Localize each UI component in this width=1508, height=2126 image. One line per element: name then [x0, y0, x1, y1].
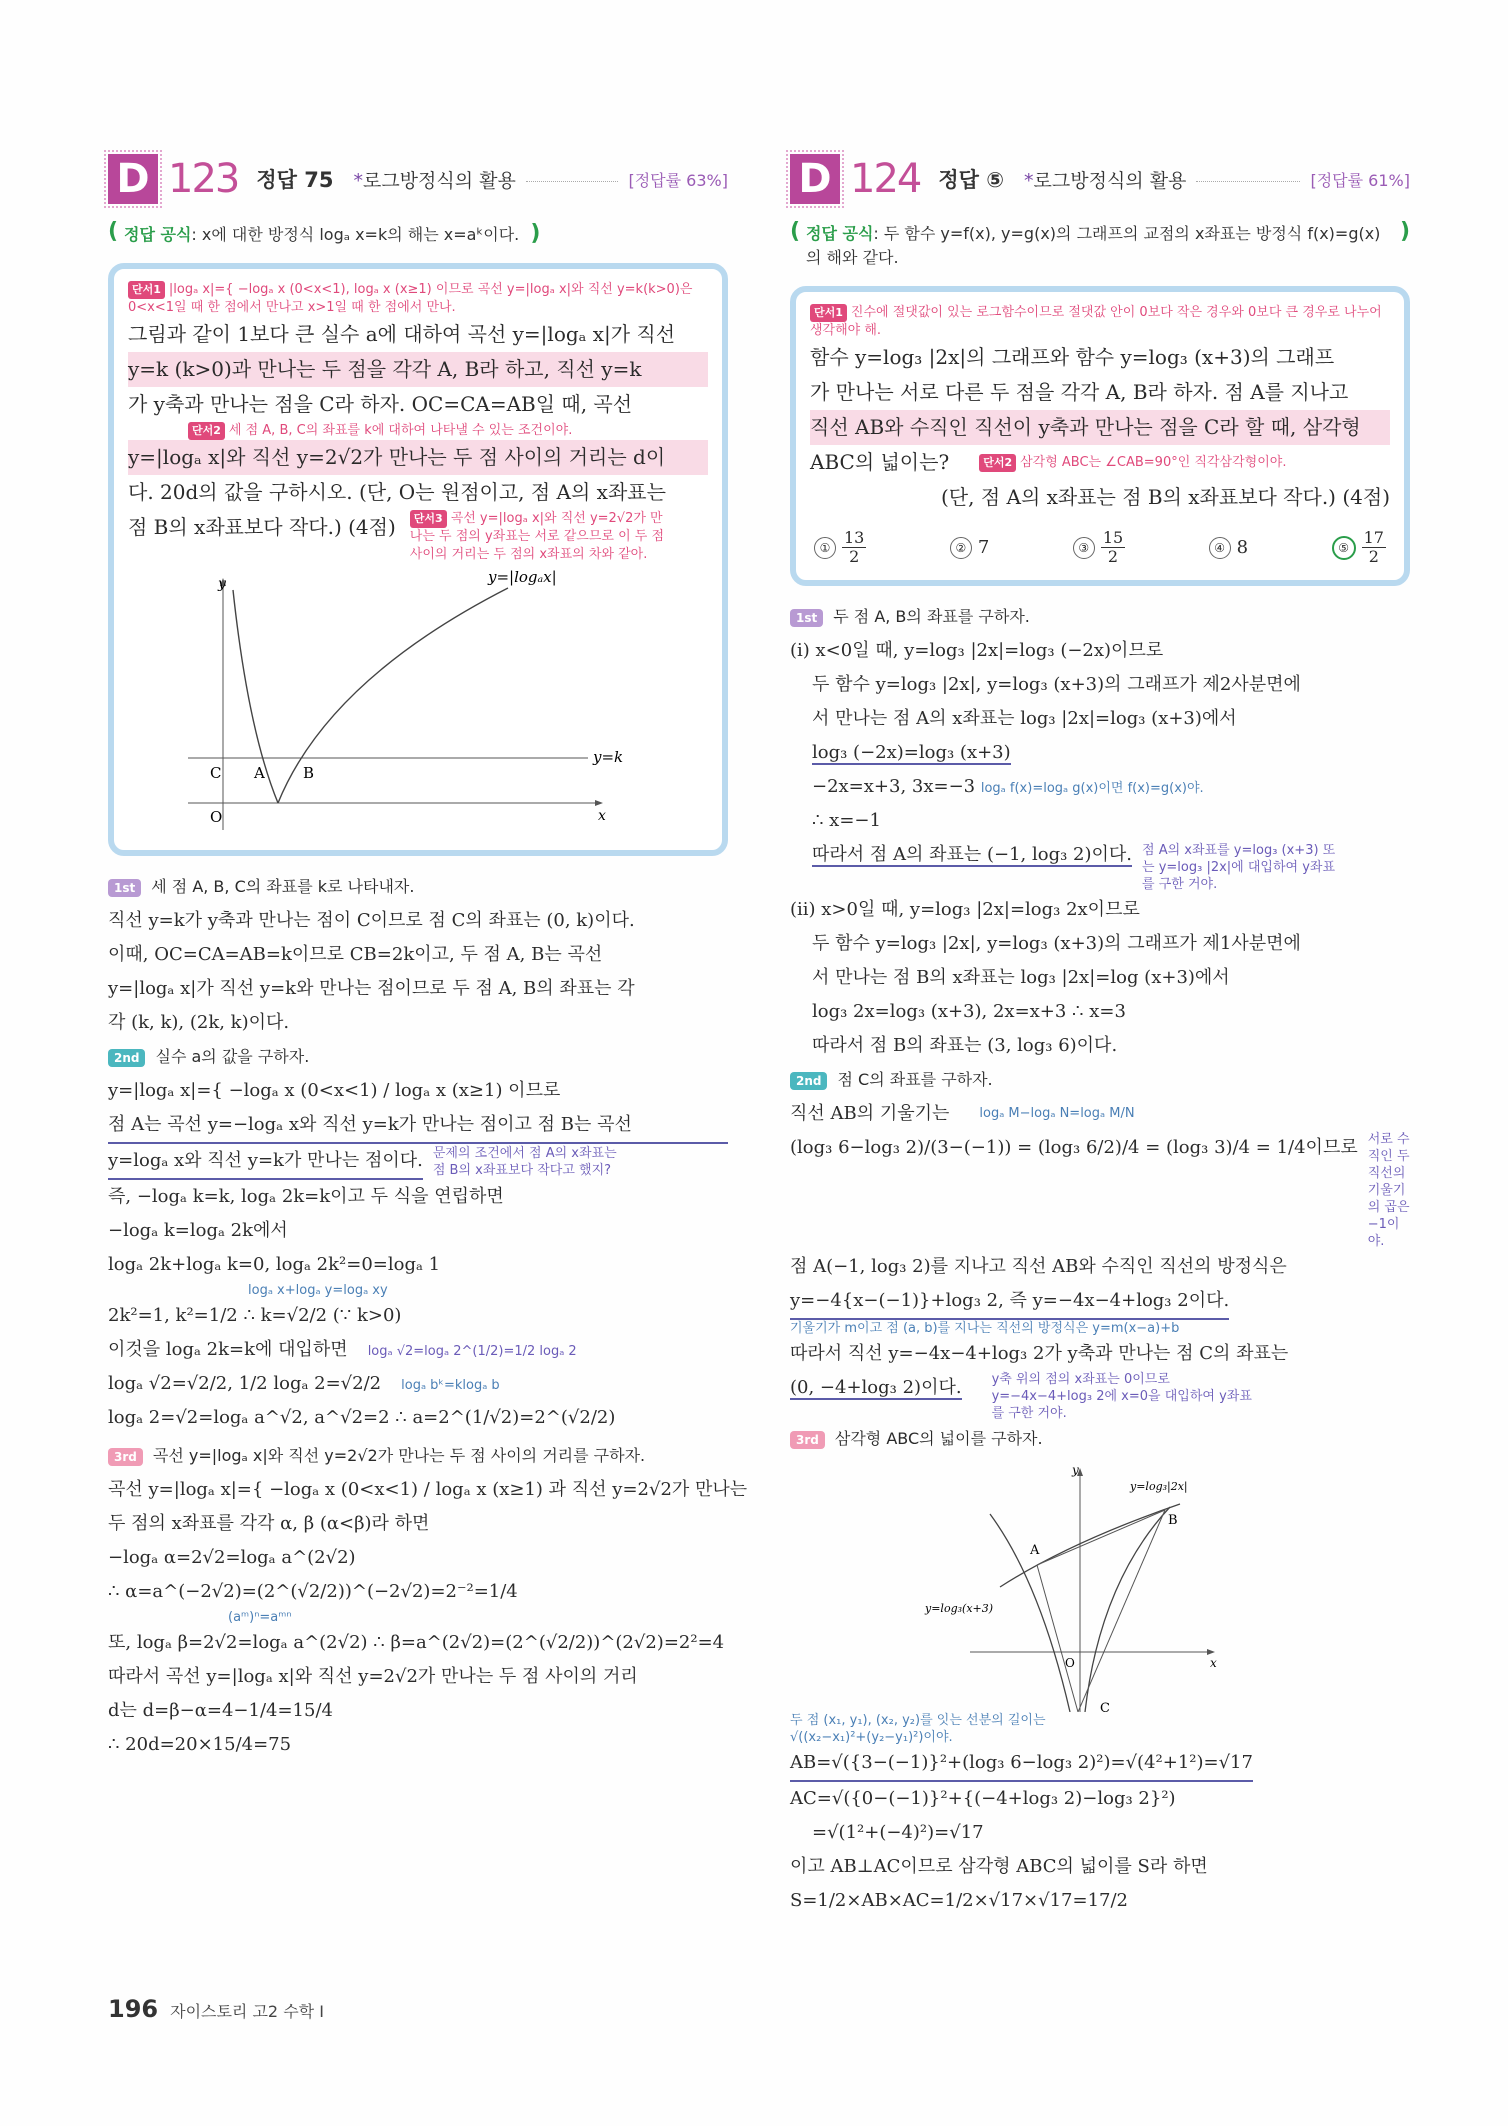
- step-tag: 1st: [108, 879, 141, 897]
- note: y축 위의 점의 x좌표는 0이므로 y=−4x−4+log₃ 2에 x=0을 대입하여 y좌표를 구한 거야.: [991, 1372, 1252, 1421]
- svg-text:y=log₃(x+3): y=log₃(x+3): [925, 1602, 994, 1615]
- answer-label: 정답 75: [256, 168, 334, 192]
- solution-step-2: 2nd 점 C의 좌표를 구하자. 직선 AB의 기울기는 logₐ M−logₐ N=logₐ M/N (log₃ 6−log₃ 2)/(3−(−1)) = (log₃ 6/2)/4 = (log₃ 3)/4 = 1/4이므로 서로 수직인 두 직선의 기울기의 곱은 −1이야. 점 A(−1, log₃ 2)를 지나고 직선 AB와 수직인 직선의 방정식은 y=−4{x−(−1)}+log₃ 2, 즉 y=−4x−4+log₃ 2이다. 기울기가 m이고 점 (a, b)를 지나는 직선의 방정식은 y=m(x−a)+b 따라서 직선 y=−4x−4+log₃ 2가 y축과 만나는 점 C의 좌표는 (0, −4+log₃ 2)이다. y축 위의 점의 x좌표는 0이므로 y=−4x−4+log₃ 2에 x=0을 대입하여 y좌표를 구한 거야.: [790, 1070, 1410, 1421]
- problem-d124: [790, 150, 1410, 1918]
- question-line: (단, 점 A의 x좌표는 점 B의 x좌표보다 작다.) (4점): [940, 485, 1390, 509]
- star-icon: *: [353, 169, 363, 192]
- solution-step-3: 3rd 삼각형 ABC의 넓이를 구하자. y x O A B C y=log₃|2x| y=log₃(x+3) 두 점 (x₁, y₁), (x₂, y₂)를 잇는 선분의 길이는 √((x₂−x₁)²+(y₂−y₁)²)이야. AB=√({3−(−1)}²+(log₃ 6−log₃ 2)²)=√(4²+1²)=√17 AC=√({0−(−1)}²+{(−4+log₃ 2)−log₃ 2}²) =√(1²+(−4)²)=√17 이고 AB⊥AC이므로 삼각형 ABC의 넓이를 S라 하면 S=1/2×AB×AC=1/2×√17×√17=17/2: [790, 1422, 1410, 1918]
- svg-text:O: O: [210, 808, 223, 826]
- svg-text:C: C: [1100, 1701, 1110, 1712]
- note: 점 A의 x좌표를 y=log₃ (x+3) 또는 y=log₃ |2x|에 대입하여 y좌표를 구한 거야.: [1142, 843, 1336, 892]
- formula-text: : 두 함수 y=f(x), y=g(x)의 그래프의 교점의 x좌표는 방정식 f(x)=g(x)의 해와 같다.: [806, 224, 1381, 267]
- topic-label: *로그방정식의 활용: [1024, 169, 1187, 192]
- solution-step-1: 1st 두 점 A, B의 좌표를 구하자. (i) x<0일 때, y=log₃ |2x|=log₃ (−2x)이므로 두 함수 y=log₃ |2x|, y=log₃ (x+3)의 그래프가 제2사분면에 서 만나는 점 A의 x좌표는 log₃ |2x|=log₃ (x+3)에서 log₃ (−2x)=log₃ (x+3) −2x=x+3, 3x=−3 logₐ f(x)=logₐ g(x)이면 f(x)=g(x)야. ∴ x=−1 따라서 점 A의 좌표는 (−1, log₃ 2)이다. 점 A의 x좌표를 y=log₃ (x+3) 또는 y=log₃ |2x|에 대입하여 y좌표를 구한 거야. (ii) x>0일 때, y=log₃ |2x|=log₃ 2x이므로 두 함수 y=log₃ |2x|, y=log₃ (x+3)의 그래프가 제1사분면에 서 만나는 점 B의 x좌표는 log₃ |2x|=log (x+3)에서 log₃ 2x=log₃ (x+3), 2x=x+3 ∴ x=3 따라서 점 B의 좌표는 (3, log₃ 6)이다.: [790, 600, 1410, 1063]
- problem-header: [108, 150, 728, 208]
- solution-step-1: 1st 세 점 A, B, C의 좌표를 k로 나타내자. 직선 y=k가 y축과 만나는 점이 C이므로 점 C의 좌표는 (0, k)이다. 이때, OC=CA=AB=k이므로 CB=2k이고, 두 점 A, B는 곡선 y=|logₐ x|가 직선 y=k와 만나는 점이므로 두 점 A, B의 좌표는 각 각 (k, k), (2k, k)이다.: [108, 877, 635, 1033]
- question-line: 그림과 같이 1보다 큰 실수 a에 대하여 곡선 y=|logₐ x|가 직선: [128, 322, 676, 346]
- choice-5-selected[interactable]: ⑤ $\frac{17}{2}$: [1332, 529, 1386, 566]
- note: logₐ √2=logₐ 2^(1/2)=1/2 logₐ 2: [367, 1344, 577, 1359]
- svg-text:y=|logₐx|: y=|logₐx|: [488, 570, 557, 586]
- step-tag: 3rd: [790, 1431, 825, 1449]
- question-line: 가 만나는 서로 다른 두 점을 각각 A, B라 하자. 점 A를 지나고: [810, 380, 1349, 404]
- note: logₐ M−logₐ N=logₐ M/N: [979, 1106, 1135, 1121]
- choice-4[interactable]: ④ 8: [1209, 529, 1248, 566]
- svg-text:O: O: [1065, 1656, 1075, 1670]
- note: 두 점 (x₁, y₁), (x₂, y₂)를 잇는 선분의 길이는 √((x₂−x₁)²+(y₂−y₁)²)이야.: [790, 1713, 1046, 1745]
- answer-formula: [108, 219, 728, 247]
- svg-text:A: A: [1030, 1543, 1040, 1558]
- question-box: [108, 263, 728, 856]
- question-box: [790, 286, 1410, 586]
- answer-label: 정답 ⑤: [938, 168, 1005, 192]
- svg-text:y=k: y=k: [593, 748, 624, 766]
- svg-text:B: B: [303, 764, 315, 782]
- note: 서로 수직인 두 직선의 기울기의 곱은 −1이야.: [1367, 1132, 1410, 1249]
- dotted-leader: [1196, 180, 1300, 182]
- log-abs-graph: [128, 570, 708, 840]
- formula-text: : x에 대한 방정식 logₐ x=k의 해는 x=aᵏ이다.: [191, 225, 520, 244]
- topic-label: *로그방정식의 활용: [353, 169, 516, 192]
- answer-formula: [790, 219, 1410, 270]
- hint-tag: 단서1: [128, 281, 165, 299]
- page-footer: [108, 1995, 324, 2023]
- hint-1: 단서1 |logₐ x|={ −logₐ x (0<x<1), logₐ x (x≥1) 이므로 곡선 y=|logₐ x|와 직선 y=k(k>0)은 0<x<1일 때 한 점에서 만나고 x>1일 때 한 점에서 만나.: [128, 282, 693, 315]
- note: 기울기가 m이고 점 (a, b)를 지나는 직선의 방정식은 y=m(x−a)+b: [790, 1321, 1180, 1336]
- question-line: 가 y축과 만나는 점을 C라 하자. OC=CA=AB일 때, 곡선: [128, 392, 633, 416]
- question-line: y=|logₐ x|와 직선 y=2√2가 만나는 두 점 사이의 거리는 d이: [128, 440, 708, 475]
- graph-figure: [128, 570, 718, 840]
- note: 문제의 조건에서 점 A의 x좌표는 점 B의 x좌표보다 작다고 했지?: [432, 1146, 617, 1178]
- svg-text:y: y: [218, 576, 226, 592]
- step-tag: 1st: [790, 609, 823, 627]
- question-text: [128, 317, 708, 564]
- bracket-left-icon: (: [790, 219, 801, 244]
- choice-1[interactable]: ① $\frac{13}{2}$: [814, 529, 866, 566]
- svg-text:x: x: [598, 808, 606, 824]
- section-badge: D: [108, 154, 158, 204]
- section-badge: D: [790, 154, 840, 204]
- svg-text:y=log₃|2x|: y=log₃|2x|: [1130, 1480, 1188, 1493]
- svg-text:A: A: [254, 764, 265, 782]
- page-number: 196: [108, 1995, 159, 2023]
- formula-label: 정답 공식: [124, 225, 192, 244]
- hint-2: 단서2 삼각형 ABC는 ∠CAB=90°인 직각삼각형이야.: [979, 454, 1286, 472]
- formula-label: 정답 공식: [806, 224, 874, 243]
- star-icon: *: [1024, 169, 1034, 192]
- note: logₐ bᵏ=klogₐ b: [401, 1378, 500, 1393]
- svg-text:B: B: [1168, 1513, 1178, 1528]
- question-line: 다. 20d의 값을 구하시오. (단, O는 원점이고, 점 A의 x좌표는: [128, 480, 666, 504]
- hint-tag: 단서1: [810, 304, 847, 322]
- bracket-left-icon: (: [108, 219, 119, 244]
- triangle-graph: [790, 1462, 1410, 1712]
- question-text: [810, 340, 1390, 515]
- problem-d123: [108, 150, 748, 1762]
- bracket-right-icon: ): [1399, 219, 1410, 244]
- dotted-leader: [526, 180, 619, 182]
- choice-3[interactable]: ③ $\frac{15}{2}$: [1073, 529, 1125, 566]
- step-tag: 2nd: [108, 1049, 145, 1067]
- question-line: 직선 AB와 수직인 직선이 y축과 만나는 점을 C라 할 때, 삼각형: [810, 410, 1390, 445]
- question-line: ABC의 넓이는?: [810, 450, 950, 474]
- hint-1: 단서1 진수에 절댓값이 있는 로그함수이므로 절댓값 안이 0보다 작은 경우와 0보다 큰 경우로 나누어 생각해야 해.: [810, 305, 1382, 338]
- question-line: 점 B의 x좌표보다 작다.) (4점): [128, 515, 396, 539]
- accuracy-rate: [정답률 63%]: [628, 170, 728, 190]
- note: logₐ x+logₐ y=logₐ xy: [248, 1283, 388, 1298]
- svg-text:x: x: [1210, 1656, 1217, 1670]
- accuracy-rate: [정답률 61%]: [1310, 170, 1410, 190]
- problem-number: 123: [168, 156, 239, 202]
- bracket-right-icon: ): [530, 221, 541, 246]
- hint-2: 단서2 세 점 A, B, C의 좌표를 k에 대하여 나타낼 수 있는 조건이야.: [128, 422, 708, 440]
- problem-number: 124: [850, 156, 921, 202]
- book-title: 자이스토리 고2 수학 I: [170, 2002, 324, 2021]
- note: logₐ f(x)=logₐ g(x)이면 f(x)=g(x)야.: [980, 781, 1204, 796]
- answer-choices: [810, 529, 1390, 570]
- graph-figure: [790, 1462, 1410, 1712]
- hint-3: 단서3 곡선 y=|logₐ x|와 직선 y=2√2가 만나는 두 점의 y좌표는 서로 같으므로 이 두 점 사이의 거리는 두 점의 x좌표의 차와 같아.: [409, 511, 665, 562]
- solution-step-3: 3rd 곡선 y=|logₐ x|와 직선 y=2√2가 만나는 두 점 사이의 거리를 구하자. 곡선 y=|logₐ x|={ −logₐ x (0<x<1) / logₐ x (x≥1) 과 직선 y=2√2가 만나는 두 점의 x좌표를 각각 α, β (α<β)라 하면 −logₐ α=2√2=logₐ a^(2√2) ∴ α=a^(−2√2)=(2^(√2/2))^(−2√2)=2⁻²=1/4 (aᵐ)ⁿ=aᵐⁿ 또, logₐ β=2√2=logₐ a^(2√2) ∴ β=a^(2√2)=(2^(√2/2))^(2√2)=2²=4 따라서 곡선 y=|logₐ x|와 직선 y=2√2가 만나는 두 점 사이의 거리 d는 d=β−α=4−1/4=15/4 ∴ 20d=20×15/4=75: [108, 1446, 748, 1755]
- problem-header: [790, 150, 1410, 208]
- question-line: y=k (k>0)과 만나는 두 점을 각각 A, B라 하고, 직선 y=k: [128, 352, 708, 387]
- question-line: 함수 y=log₃ |2x|의 그래프와 함수 y=log₃ (x+3)의 그래프: [810, 345, 1335, 369]
- solution-step-2: 2nd 실수 a의 값을 구하자. y=|logₐ x|={ −logₐ x (0<x<1) / logₐ x (x≥1) 이므로 점 A는 곡선 y=−logₐ x와 직선 y=k가 만나는 점이고 점 B는 곡선 y=logₐ x와 직선 y=k가 만나는 점이다. 문제의 조건에서 점 A의 x좌표는 점 B의 x좌표보다 작다고 했지? 즉, −logₐ k=k, logₐ 2k=k이고 두 식을 연립하면 −logₐ k=logₐ 2k에서 logₐ 2k+logₐ k=0, logₐ 2k²=0=logₐ 1 logₐ x+logₐ y=logₐ xy 2k²=1, k²=1/2 ∴ k=√2/2 (∵ k>0) 이것을 logₐ 2k=k에 대입하면 logₐ √2=logₐ 2^(1/2)=1/2 logₐ 2 logₐ √2=√2/2, 1/2 logₐ 2=√2/2 logₐ bᵏ=klogₐ b logₐ 2=√2=logₐ a^√2, a^√2=2 ∴ a=2^(1/√2)=2^(√2/2): [108, 1040, 728, 1435]
- choice-2[interactable]: ② 7: [950, 529, 989, 566]
- note: (aᵐ)ⁿ=aᵐⁿ: [228, 1610, 292, 1625]
- svg-text:y: y: [1072, 1463, 1079, 1477]
- step-tag: 3rd: [108, 1448, 143, 1466]
- svg-text:C: C: [210, 764, 222, 782]
- step-tag: 2nd: [790, 1072, 827, 1090]
